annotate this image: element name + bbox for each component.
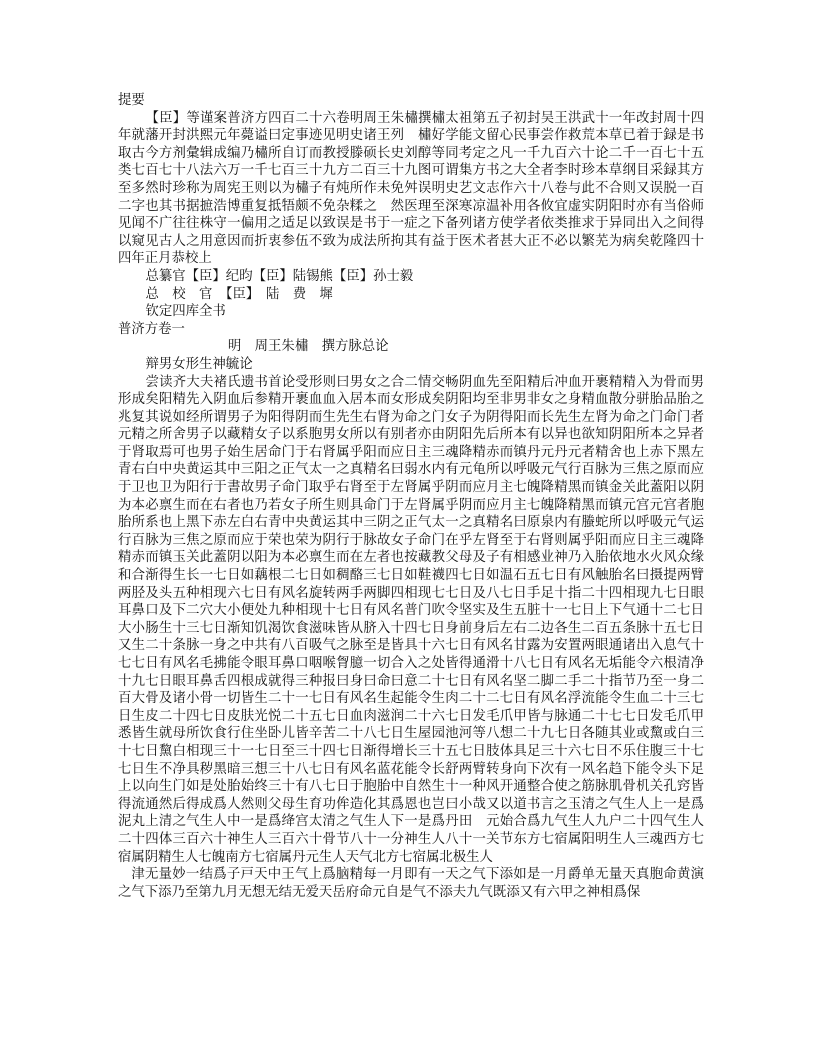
section-body: 尝读齐大夫褚氏遗书首论受形则曰男女之合二情交畅阴血先至阳精后冲血开裹精精入为骨而男形成矣阳精先入阴血后参精开裹血血入居本而女形成矣阴阳均至非男非女之身精血散分骈胎品胎之兆复其说如经所谓男子为阳得阴而生先生右肾为命之门女子为阴得阳而长先生左肾为命之门命门者元精之所舍男子以藏精女子以系胞男女所以有别者亦由阴阳先后所本有以异也欲知阴阳所本之异者于肾取焉可也男子始生居命门于右肾属乎阳而应日主三魂降精赤而镇丹元丹元者精舍也上赤下黑左青右白中央黄运其中三阳之正气太一之真精名曰弱水内有元龟所以呼吸元气行百脉为三焦之原而应于卫也卫为阳行于書故男子命门取乎右肾至于左肾属乎阴而应月主七魄降精黑而镇金关此蓋阳以阴为本必禀生而在右者也乃若女子所生则具命门于左肾属乎阴而应月主七魄降精黑而镇元宫元宫者胞胎所系也上黑下赤左白右青中央黄运其中三阴之正气太一之真精名曰原泉内有螣蛇所以呼吸元气运行百脉为三焦之原而应于荣也荣为阴行于脉故女子命门在乎左肾至于右肾则属乎阳而应日主三魂降精赤而镇玉关此蓋阴以阳为本必禀生而在左者也按藏教父母及子有相感业神乃入胎依地水火风众缘和合渐得生长一七日如藕根二七日如稠酪三七日如鞋襪四七日如温石五七日有风触胎名曰摄提两臂两胫及头五种相现六七日有风名旋转两手两脚四相现七七日及八七日手足十指二十四相现九七日眼耳鼻口及下二穴大小便处九种相现十七日有风名普门吹令坚实及生五脏十一七日上下气通十二七日大小肠生十三七日渐知饥渴饮食滋味皆从脐入十四七日身前身后左右二边各生二百五条脉十五七日又生二十条脉一身之中共有八百吸气之脉至是皆具十六七日有风名甘露为安置两眼通诸出入息气十七七日有风名毛拂能令眼耳鼻口咽喉胷臆一切合入之处皆得通滑十八七日有风名无垢能令六根清净十九七日眼耳鼻舌四根成就得三种报曰身曰命曰意二十七日有风名坚二脚二手二十指节乃至一身二百大骨及诸小骨一切皆生二十一七日有风名生起能令生肉二十二七日有风名浮流能令生血二十三七日生皮二十四七日皮肤光悦二十五七日血肉滋润二十六七日发毛爪甲皆与脉通二十七七日发毛爪甲悉皆生就母所饮食行住坐卧儿皆辛苦二十八七日生屋园池河等八想二十九七日各随其业或黧或白三十七日黧白相现三十一七日至三十四七日渐得增长三十五七日肢体具足三十六七日不乐住腹三十七七日生不净具秽黑暗三想三十八七日有风名蓝花能令长舒两臂转身向下次有一风名趋下能令头下足上以向生门如是处胎始终三十有八七日于胞胎中自然生十一种风开通整合使之筋脉肌骨机关孔窍皆得流通然后得成爲人然则父母生育功侔造化其爲恩也岂曰小哉又以道书言之玉清之气生人上一是爲泥丸上清之气生人中一是爲绛宫太清之气生人下一是爲丹田 元始合爲九气生人九户二十四气生人二十四体三百六十神生人三百六十骨节八十一分神生人八十一关节东方七宿属阳明生人三魂西方七宿属阴精生人七魄南方七宿属丹元生人天气北方七宿属北极生人 xyxy=(118,374,704,865)
abstract-body: 【臣】等谨案普济方四百二十六卷明周王朱橚撰橚太祖第五子初封吴王洪武十一年改封周十四年就藩开封洪熙元年薨谥曰定事迹见明史诸王列 橚好学能文留心民事尝作救荒本草已着于録是书取古今方剂彙辑成编乃橚所自订而教授滕硕长史刘醇等同考定之凡一千九百六十论二千一百七十五类七百七十八法六万一千七百三十九方二百三十九图可谓集方书之大全者李时珍本草纲目采録其方至多然时珍称为周宪王则以为橚子有炖所作未免舛误明史艺文志作六十八卷与此不合则又误脱一百二字也其书据摭浩博重复抵牾颇不免杂糅之 然医理至深寒凉温补用各攸宜虚实阴阳时亦有当俗师见闻不广往往株守一偏用之适足以致误是书于一症之下备列诸方使学者依类推求于异同出入之间得以窥见古人之用意因而折衷参伍不致为成法所拘其有益于医术者甚大正不必以繁芜为病矣乾隆四十四年正月恭校上 xyxy=(118,110,704,267)
collection-title: 钦定四库全书 xyxy=(145,304,226,320)
abstract-heading: 提要 xyxy=(118,93,145,108)
author-line: 明 周王朱橚 撰方脉总论 xyxy=(227,339,389,355)
document-page xyxy=(118,92,704,901)
volume-title: 普济方卷一 xyxy=(118,321,185,337)
credit-line-chief-editors: 总纂官【臣】纪昀【臣】陆锡熊【臣】孙士毅 xyxy=(145,268,414,284)
credit-line-chief-proofreader: 总 校 官 【臣】 陆 费 墀 xyxy=(145,286,333,302)
section-body-continued: 津无量妙一结爲子戸天中王气上爲脑精每一月即有一天之气下添如是一月爵单无量天真胞命黄演之气下添乃至第九月无想无结无爱天岳府命元自是气不添夫九气既添又有六甲之神相爲保 xyxy=(118,867,704,900)
section-title: 辩男女形生神毓论 xyxy=(145,356,253,372)
